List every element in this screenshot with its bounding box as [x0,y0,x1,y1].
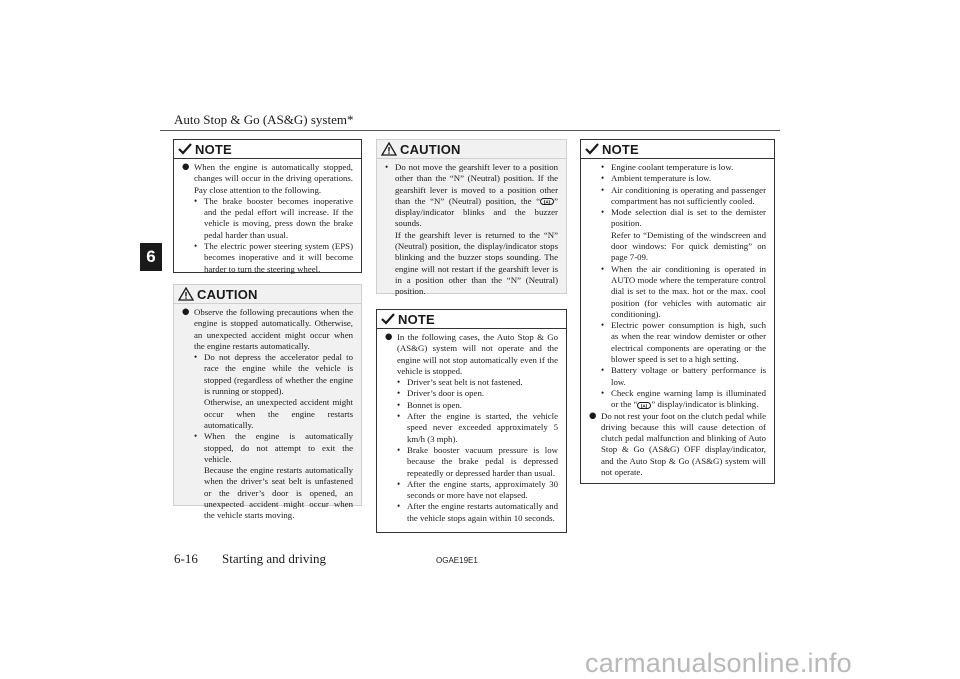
caution-bullet-continuation: Because the engine restarts automatically when the driver’s seat belt is unfastened or the driver’s door is opened, an unexpected accident might occur when the vehicle starts moving. [204,465,353,521]
caution-bullet-text: When the engine is automatically stopped, do not attempt to exit the vehicle. [204,431,353,464]
list-marker: ● [182,162,190,172]
caution-box-auto-stop [173,284,362,521]
note-bullet: • When the air conditioning is operated in AUTO mode where the temperature control dial is set to the max. hot or the max. cool position (for vehicles with automatic air conditioning). [601,263,766,319]
note-bullet-text: The brake booster becomes inoperative and the pedal effort will increase. If the vehicle is moving, press down the brake pedal harder than usual. [204,195,353,240]
note-check-icon [178,143,192,155]
note-item [385,332,558,524]
caution-header [174,285,361,304]
page-header-title: Auto Stop & Go (AS&G) system* [174,112,354,127]
auto-stop-go-indicator-icon [540,198,554,205]
note-check-icon [585,143,599,155]
note-intro: When the engine is automatically stopped, changes will occur in the driving operations. Pay close attention to the following. [194,162,353,195]
list-marker: ● [182,307,190,317]
list-marker: ● [589,410,597,421]
note-check-icon [381,313,395,325]
document-code: OGAE19E1 [436,556,478,565]
demister-reference: Refer to “Demisting of the windscreen and door windows: For quick demisting” on page 7-09. [611,229,766,263]
note-bullet: • After the engine is started, the vehicle speed never exceeded approximately 5 km/h (3 mph). [397,411,558,444]
page-number: 6-16 [174,551,198,566]
note-bullet: • Ambient temperature is low. [601,173,712,184]
note-bullet: • Air conditioning is operating and passenger compartment has not sufficiently cooled. [601,184,766,206]
note-bullet: • Driver’s seat belt is not fastened. [397,377,523,388]
caution-bullet-text: Do not depress the accelerator pedal to race the engine while the vehicle is stopped (regardless of whether the engine is running or stopped). [204,352,353,397]
warning-triangle-icon [381,142,397,156]
note-box-engine-stopped [173,139,362,273]
note-bullet-text: The electric power steering system (EPS) becomes inoperative and it will become harder to turn the steering wheel. [204,241,353,274]
section-name: Starting and driving [222,551,326,566]
clutch-warning-text: Do not rest your foot on the clutch pedal while driving because this will cause detection of clutch pedal malfunction and blinking of Auto Stop & Go (AS&G) OFF display/indicator, and the Auto Stop & Go (AS&G) system will not operate. [601,410,766,478]
caution-bullet: • Do not move the gearshift lever to a position other than the “N” (Neutral) position. If the gearshift lever is moved to a position other than the “N” (Neutral) position, the “ (A) ” display/indicator blinks and the buzzer sounds. If the gearshift lever is returned to the “N” (Neutral) position, the display/indicator stops blinking and the buzzer stops sounding. The engine will not restart if the gearshift lever is in a position other than the “N” (Neutral) position. [385,162,558,297]
caution-bullet-continuation: Otherwise, an unexpected accident might occur when the engine restarts automatically. [204,397,353,430]
note-box-conditions [580,139,775,484]
note-title: NOTE [195,141,232,157]
note-item [182,162,353,275]
note-bullet: • After the engine restarts automatically and the vehicle stops again within 10 seconds. [397,501,558,523]
note-bullet: • After the engine starts, approximately 30 seconds or more have not elapsed. [397,478,558,501]
note-item [589,162,766,411]
note-intro: In the following cases, the Auto Stop & Go (AS&G) system will not operate and the engine will not stop automatically even if the vehicle is stopped. [397,332,558,376]
note-bullet: • The brake booster becomes inoperative and the pedal effort will increase. If the vehicle is moving, press down the brake pedal harder than usual. [194,195,353,240]
note-bullet: • Electric power consumption is high, such as when the rear window demister or other electrical components are operating or the blower speed is set to a high setting. [601,320,766,365]
watermark: carmanualsonline.info [585,648,852,678]
note-header [174,140,361,159]
warning-triangle-icon [178,287,194,301]
caution-bullet: • Do not depress the accelerator pedal to race the engine while the vehicle is stopped (regardless of whether the engine is running or stopped). Otherwise, an unexpected accident might occur when the engine restarts automatically. [194,352,353,430]
note-bullet: • Brake booster vacuum pressure is low because the brake pedal is depressed repeatedly or depressed harder than usual. [397,444,558,478]
caution-bullet-continuation: If the gearshift lever is returned to the “N” (Neutral) position, the display/indicator stops blinking and the buzzer stops sounding. The engine will not restart if the gearshift lever is in a position other than the “N” (Neutral) position. [395,229,558,297]
note-bullet: • The electric power steering system (EPS) becomes inoperative and it will become harder to turn the steering wheel. [194,241,353,274]
svg-text:(A): (A) [641,403,648,409]
svg-text:(A): (A) [543,199,551,205]
chapter-tab: 6 [140,243,162,271]
header-rule [160,130,780,131]
caution-header [377,140,566,159]
caution-title: CAUTION [197,286,258,302]
note-title: NOTE [602,141,639,157]
caution-bullet: • When the engine is automatically stopped, do not attempt to exit the vehicle. Because the engine restarts automatically when the driver’s seat belt is unfastened or the driver’s door is opened, an unexpected accident might occur when the vehicle starts moving. [194,431,353,521]
list-marker: ● [385,332,393,342]
note-bullet: • Check engine warning lamp is illuminated or the “ (A) ” display/indicator is blinking. [601,387,766,410]
caution-intro: Observe the following precautions when the engine is stopped automatically. Otherwise, an unexpected accident might occur when the engine restarts automatically. [194,307,353,351]
note-header [581,140,774,159]
caution-bullet-text: Do not move the gearshift lever to a position other than the “N” (Neutral) position. If the gearshift lever is moved to a position other than the “N” (Neutral) position, the “ (A) ” display/indicator blinks and the buzzer sounds. [395,162,558,229]
note-bullet: • Driver’s door is open. [397,388,485,399]
note-bullet: • Mode selection dial is set to the demister position. Refer to “Demisting of the windscreen and door windows: For quick demisting” on page 7-09. [601,207,766,263]
note-bullet: • Bonnet is open. [397,399,462,410]
caution-title: CAUTION [400,141,461,157]
note-bullet: • Engine coolant temperature is low. [601,162,734,172]
caution-box-gearshift [376,139,567,297]
note-title: NOTE [398,311,435,327]
note-header [377,310,566,329]
note-bullet: • Battery voltage or battery performance is low. [601,365,766,387]
note-box-system-not-operate [376,309,567,533]
caution-item [182,307,353,522]
auto-stop-go-indicator-icon [637,402,651,409]
note-item [589,411,766,479]
